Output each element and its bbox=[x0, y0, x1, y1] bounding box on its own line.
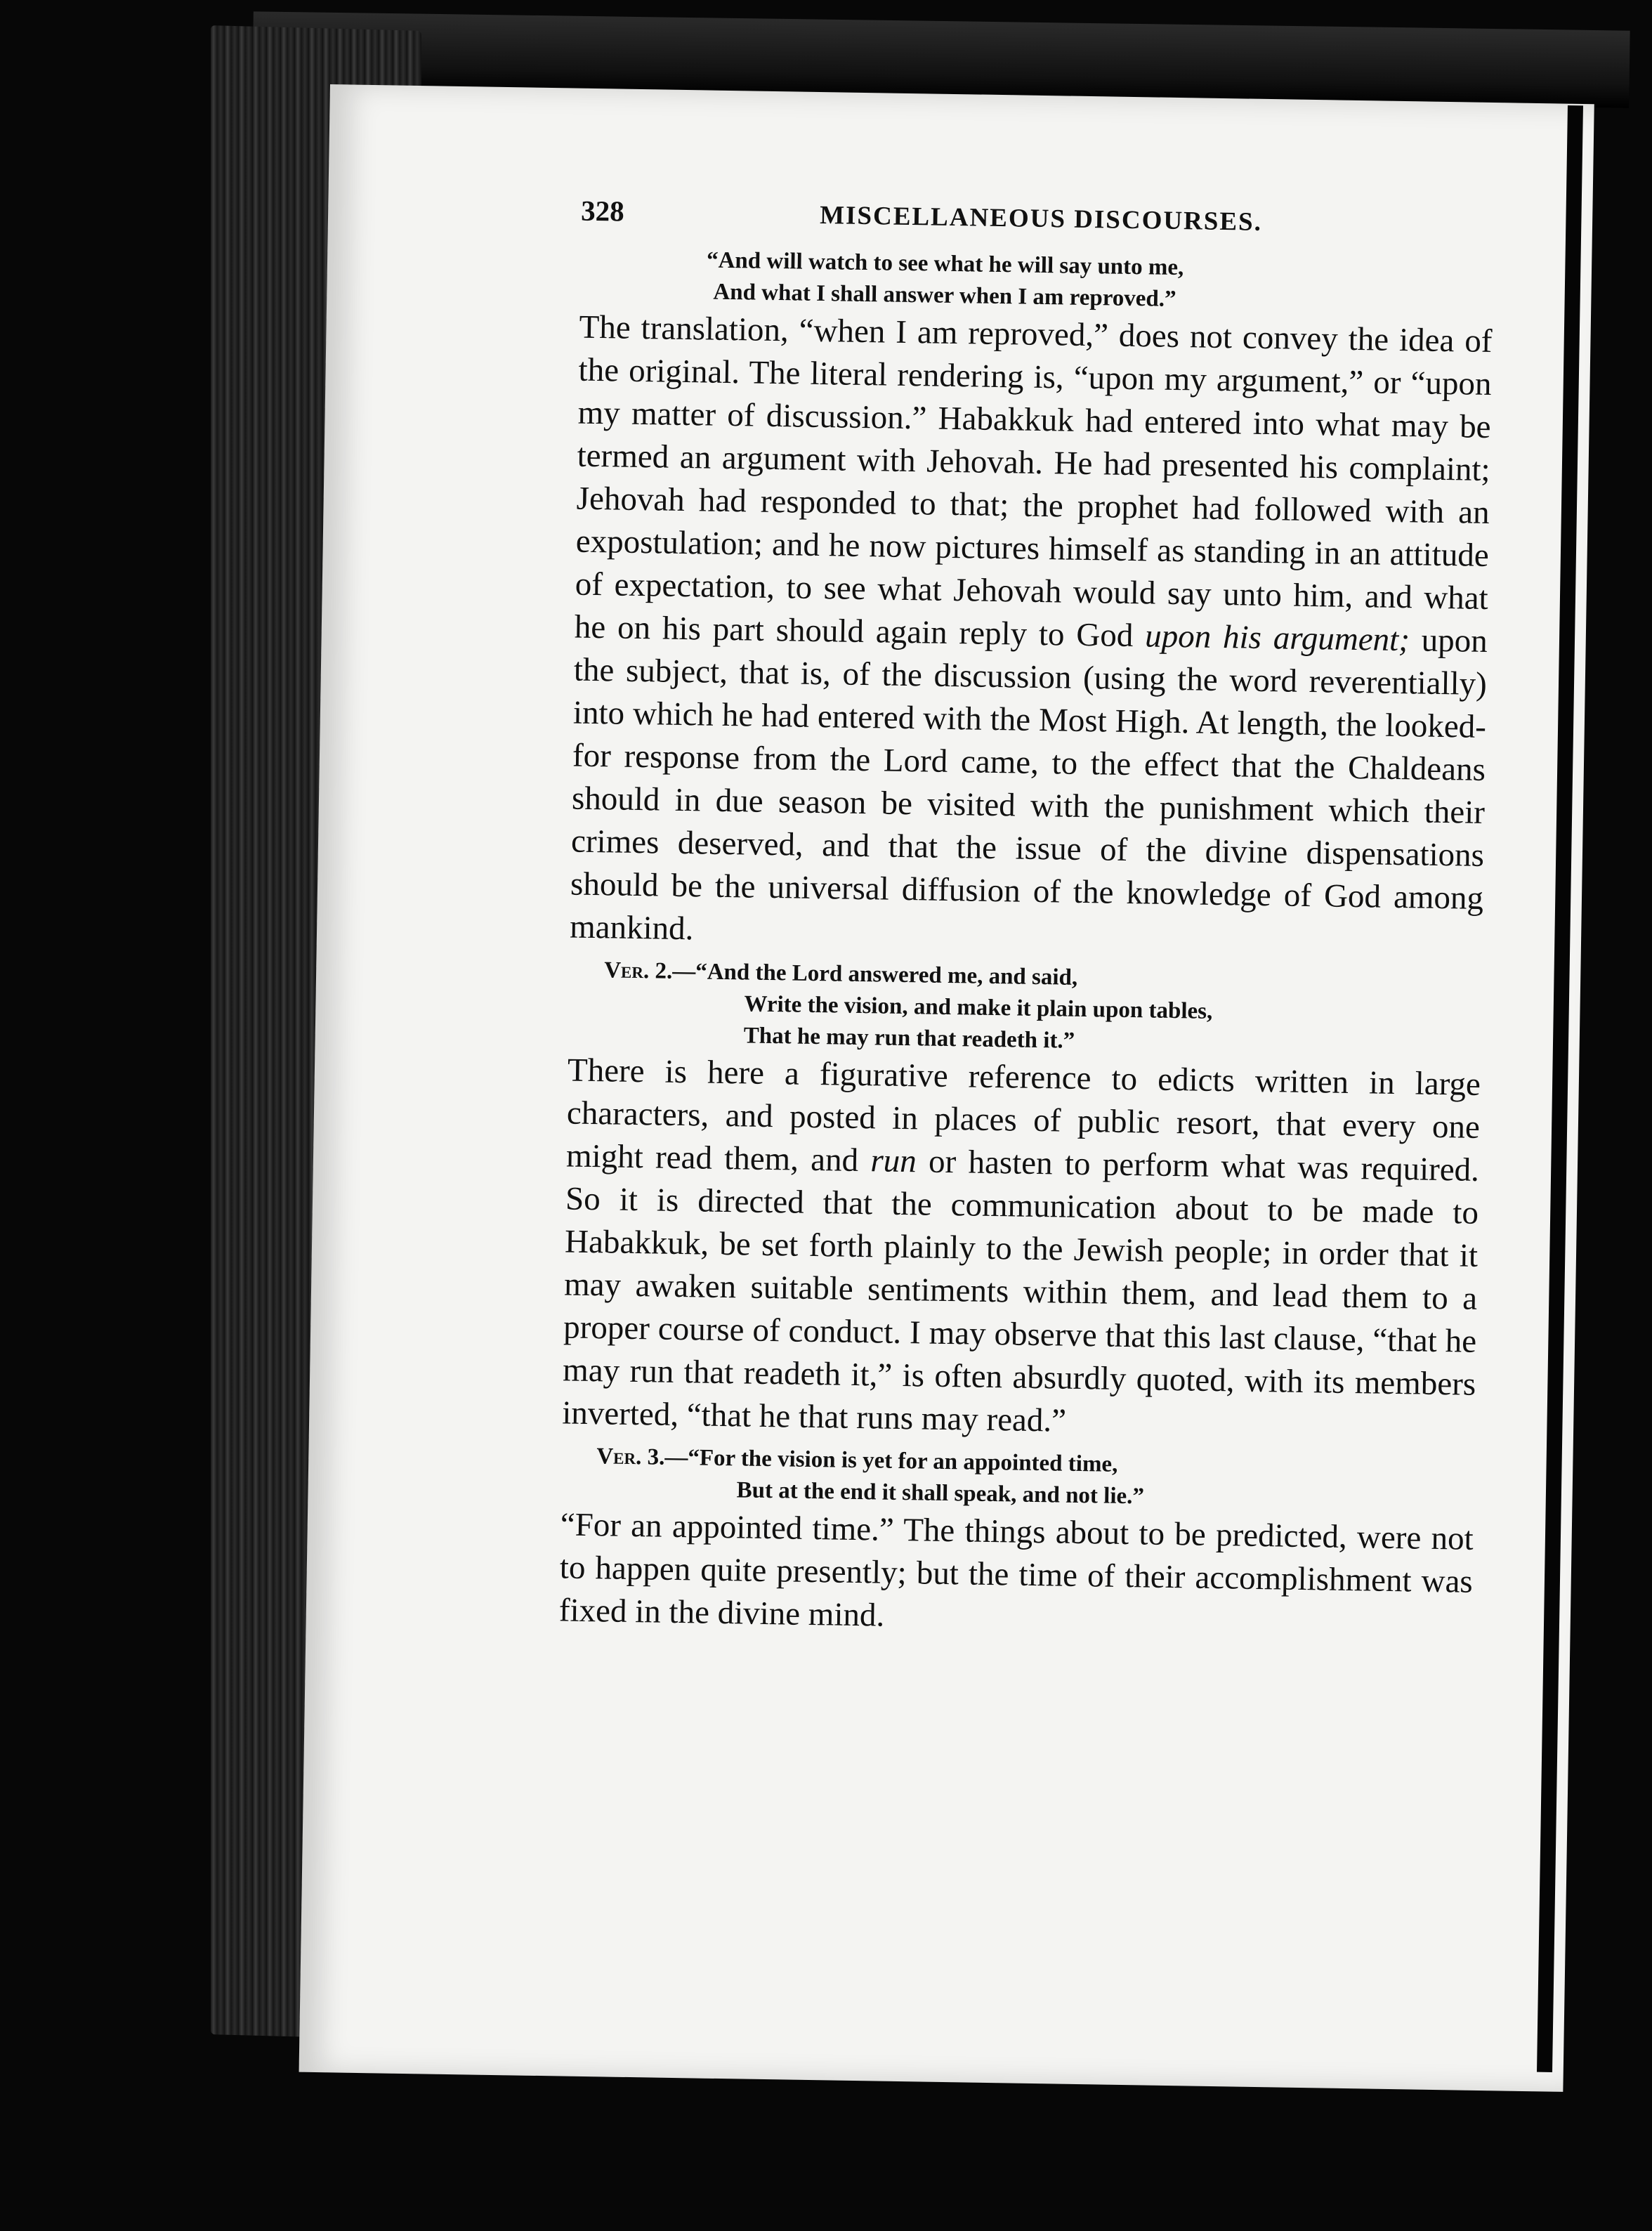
para-text: There is here a figurative reference to edicts written in large characters, and posted in places of public resort, that every one might read them, and bbox=[565, 1052, 1481, 1179]
verse-line-text: —“For the vision is yet for an appointed time, bbox=[664, 1444, 1118, 1477]
page-sheet bbox=[299, 84, 1594, 2092]
verse-line: But at the end it shall speak, and not lie.” bbox=[736, 1477, 1145, 1510]
page-number: 328 bbox=[580, 194, 625, 228]
italic-phrase: upon his argument; bbox=[1144, 617, 1410, 659]
verse-reference: Ver. 2. bbox=[603, 957, 673, 984]
verse-line-text: —“And the Lord answered me, and said, bbox=[671, 958, 1078, 990]
commentary-paragraph-2 bbox=[562, 1049, 1481, 1448]
commentary-paragraph-3: “For an appointed time.” The things about to be predicted, were not to happen quite presently; but the time of their accomplishment was fixed in the divine mind. bbox=[558, 1506, 1474, 1634]
para-text: upon the subject, that is, of the discussion (using the word reverentially) into which he had entered with the Most High. At length, the looked-for response from the Lord came, to the effect that the Chaldeans should in due season be visited with the punishment which their crimes deserved, and that the issue of the divine dispensations should be the universal diffusion of the knowledge of God among mankind. bbox=[569, 622, 1488, 948]
verse-line: Write the vision, and make it plain upon tables, bbox=[744, 991, 1213, 1024]
verse-line: “And will watch to see what he will say unto me, bbox=[706, 247, 1184, 281]
verse-reference: Ver. 3. bbox=[596, 1444, 665, 1470]
para-text: or hasten to perform what was required. So it is directed that the communication about to be made to Habakkuk, be set forth plainly to the Jewish people; in order that it may awaken suitable sentiments within them, and lead them to a proper course of conduct. I may observe that this last clause, “that he may run that readeth it,” is often absurdly quoted, with its members inverted, “that he that runs may read.” bbox=[561, 1143, 1480, 1439]
commentary-paragraph-1 bbox=[570, 306, 1493, 963]
verse-line: And what I shall answer when I am reproved.” bbox=[713, 279, 1176, 312]
italic-word: run bbox=[870, 1142, 917, 1180]
verse-quote-2 bbox=[568, 955, 1482, 1064]
para-text: The translation, “when I am reproved,” does not convey the idea of the original. The literal rendering is, “upon my argument,” or “upon my matter of discussion.” Habakkuk had entered into what may be termed an argument with Jehovah. He had presented his complaint; Jehovah had responded to that; the prophet had followed with an expostulation; and he now pictures himself as standing in an attitude of expectation, to see what Jehovah would say unto him, and what he on his part should again reply to God bbox=[574, 308, 1493, 655]
verse-line: That he may run that readeth it.” bbox=[743, 1023, 1075, 1054]
page-text-block bbox=[558, 194, 1494, 1647]
running-head-title: MISCELLANEOUS DISCOURSES. bbox=[819, 200, 1263, 237]
